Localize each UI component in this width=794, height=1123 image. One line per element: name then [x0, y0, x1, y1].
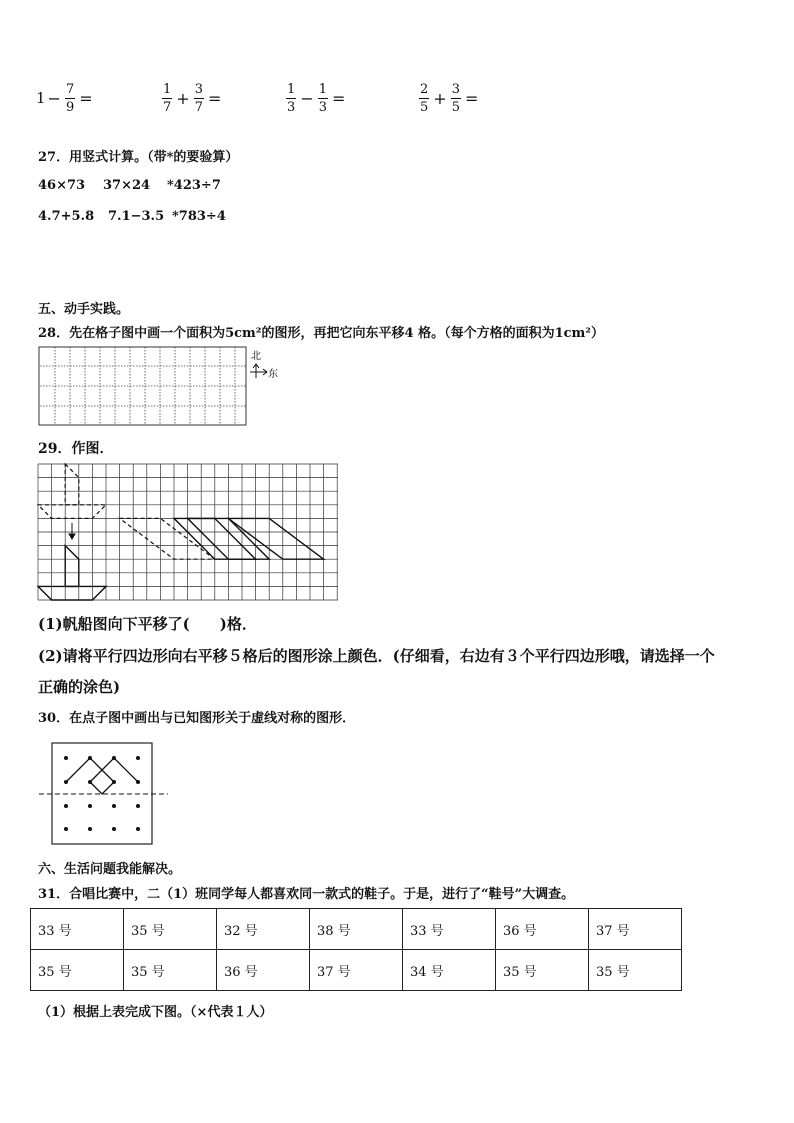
- table-cell: 34 号: [403, 950, 496, 991]
- table-cell: 33 号: [403, 909, 496, 950]
- table-cell: 38 号: [310, 909, 403, 950]
- denominator: 7: [163, 99, 172, 115]
- q30-dot-grid[interactable]: [38, 742, 172, 846]
- table-cell: 35 号: [124, 950, 217, 991]
- numerator: 7: [65, 81, 75, 97]
- fraction: [162, 82, 172, 115]
- table-cell: 35 号: [124, 909, 217, 950]
- fraction: [194, 82, 204, 115]
- numerator: 1: [287, 81, 296, 97]
- fraction-expression-1: [36, 76, 95, 120]
- q30-known-figure: [66, 758, 138, 794]
- table-row: [31, 909, 682, 950]
- table-cell: 35 号: [496, 950, 589, 991]
- north-label: 北: [251, 351, 261, 362]
- shoe-size-table: [30, 908, 682, 991]
- operator: +: [176, 88, 190, 108]
- fraction: [451, 82, 461, 115]
- numerator: 1: [318, 81, 327, 97]
- q30-text: 30．在点子图中画出与已知图形关于虚线对称的图形．: [38, 711, 356, 726]
- q31-text: 31．合唱比赛中，二（1）班同学每人都喜欢同一款式的鞋子。于是，进行了“鞋号”大调查。: [38, 887, 575, 902]
- numerator: 1: [163, 81, 172, 97]
- q27-item: 7.1−3.5: [108, 209, 165, 224]
- fraction: [65, 82, 75, 115]
- q28-text: 28．先在格子图中画一个面积为5cm²的图形，再把它向东平移4 格。（每个方格的面积为1cm²）: [38, 326, 604, 341]
- q31-note: （1）根据上表完成下图。（×代表１人）: [38, 1005, 273, 1020]
- compass-icon: [250, 364, 267, 378]
- operator: −: [47, 88, 61, 108]
- fraction: [419, 82, 429, 115]
- operator: +: [433, 88, 447, 108]
- numerator: 2: [420, 81, 429, 97]
- q29-sub2-line2: 正确的涂色): [38, 678, 121, 696]
- equals-sign: =: [207, 88, 222, 108]
- down-arrow-icon: [69, 523, 75, 539]
- parallelogram-option-3[interactable]: [228, 518, 323, 559]
- denominator: 5: [451, 99, 460, 115]
- table-cell: 35 号: [31, 950, 124, 991]
- numerator: 3: [451, 81, 460, 97]
- denominator: 3: [287, 99, 296, 115]
- q27-title: 27．用竖式计算。（带*的要验算）: [38, 150, 239, 165]
- q27-item: 4.7+5.8: [38, 209, 95, 224]
- operator: −: [300, 88, 314, 108]
- equals-sign: =: [464, 88, 479, 108]
- section-heading: 六、生活问题我能解决。: [38, 862, 182, 877]
- denominator: 5: [420, 99, 429, 115]
- q29-sub2-line1: (2)请将平行四边形向右平移５格后的图形涂上颜色．(仔细看，右边有３个平行四边形哦，请选择一个: [38, 647, 715, 665]
- q29-sub1: (1)帆船图向下平移了( )格．: [38, 615, 257, 633]
- fraction-expression-3: [284, 76, 347, 120]
- q29-title: 29．作图．: [38, 441, 114, 457]
- section-heading: 五、动手实践。: [38, 302, 130, 317]
- table-cell: 36 号: [217, 950, 310, 991]
- table-row: [31, 950, 682, 991]
- fraction: [318, 82, 328, 115]
- equals-sign: =: [331, 88, 346, 108]
- fraction-expression-4: [417, 76, 480, 120]
- equals-sign: =: [79, 88, 93, 108]
- q27-item: *783÷4: [172, 209, 226, 224]
- fraction: [286, 82, 296, 115]
- table-cell: 37 号: [589, 909, 682, 950]
- denominator: 7: [194, 99, 203, 115]
- east-label: 东: [268, 369, 278, 380]
- numerator: 3: [194, 81, 203, 97]
- table-cell: 37 号: [310, 950, 403, 991]
- denominator: 3: [318, 99, 327, 115]
- table-cell: 32 号: [217, 909, 310, 950]
- whole-number: 1: [36, 89, 46, 107]
- parallelogram-original: [120, 518, 215, 559]
- table-cell: 36 号: [496, 909, 589, 950]
- q27-item: 46×73: [38, 178, 86, 193]
- table-cell: 35 号: [589, 950, 682, 991]
- q27-item: 37×24: [103, 178, 151, 193]
- denominator: 9: [65, 99, 75, 115]
- q27-item: *423÷7: [167, 178, 221, 193]
- q29-grid-figure[interactable]: [37, 463, 339, 603]
- table-cell: 33 号: [31, 909, 124, 950]
- fraction-expression-2: [160, 76, 223, 120]
- q28-dotted-grid[interactable]: [38, 346, 288, 428]
